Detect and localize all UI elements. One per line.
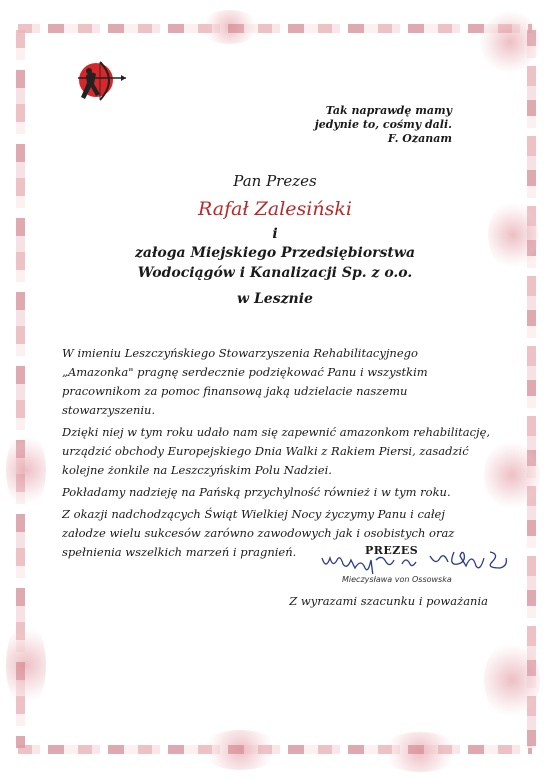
- motto-author: F. Ozanam: [387, 132, 452, 145]
- recipient-name: Rafał Zalesiński: [198, 198, 352, 220]
- border-right: [527, 30, 536, 748]
- motto-line: Tak naprawdę mamy: [325, 104, 452, 117]
- city-line: w Lesznie: [237, 291, 313, 307]
- letter-body: [62, 344, 492, 562]
- border-blot: [6, 620, 46, 710]
- closing-line: Z wyrazami szacunku i poważania: [289, 594, 488, 608]
- handwritten-signature: [318, 548, 518, 574]
- border-blot: [6, 430, 46, 510]
- paragraph: Dzięki niej w tym roku udało nam się zapewnić amazonkom rehabilitację, urządzić obchody Europejskiego Dnia Walki z Rakiem Piersi, zasadzić kolejne żonkile na Leszczyńskim Polu Nadziei.: [62, 425, 491, 477]
- motto-quote: [315, 104, 452, 146]
- motto-line: jedynie to, cośmy dali.: [314, 118, 452, 131]
- paragraph: W imieniu Leszczyńskiego Stowarzyszenia Rehabilitacyjnego „Amazonka" pragnę serdecznie podziękować Panu i wszystkim pracownikom za pomoc finansową jaką udzielacie naszemu stowarzyszeniu.: [62, 346, 428, 417]
- border-left: [16, 30, 25, 748]
- border-bottom: [18, 745, 532, 754]
- signatory-name: Mieczysława von Ossowska: [342, 575, 452, 584]
- border-blot: [484, 440, 540, 510]
- salutation: Pan Prezes: [233, 172, 317, 190]
- border-blot: [380, 732, 460, 772]
- border-blot: [480, 12, 540, 72]
- signature-title: PREZES: [365, 544, 419, 557]
- archer-logo: [70, 56, 130, 108]
- border-top: [18, 24, 532, 33]
- paragraph: Pokładamy nadzieję na Pańską przychylność również i w tym roku.: [62, 485, 451, 499]
- company-line: Wodociągów i Kanalizacji Sp. z o.o.: [137, 265, 413, 281]
- company-line: załoga Miejskiego Przedsiębiorstwa: [134, 245, 416, 261]
- border-blot: [484, 640, 540, 720]
- paragraph: Z okazji nadchodzących Świąt Wielkiej Nocy życzymy Panu i całej załodze wielu sukcesów zarówno zawodowych jak i osobistych oraz spełnienia wszelkich marzeń i pragnień.: [62, 507, 455, 559]
- border-blot: [200, 10, 260, 44]
- conjunction: i: [272, 226, 278, 242]
- border-blot: [200, 730, 280, 770]
